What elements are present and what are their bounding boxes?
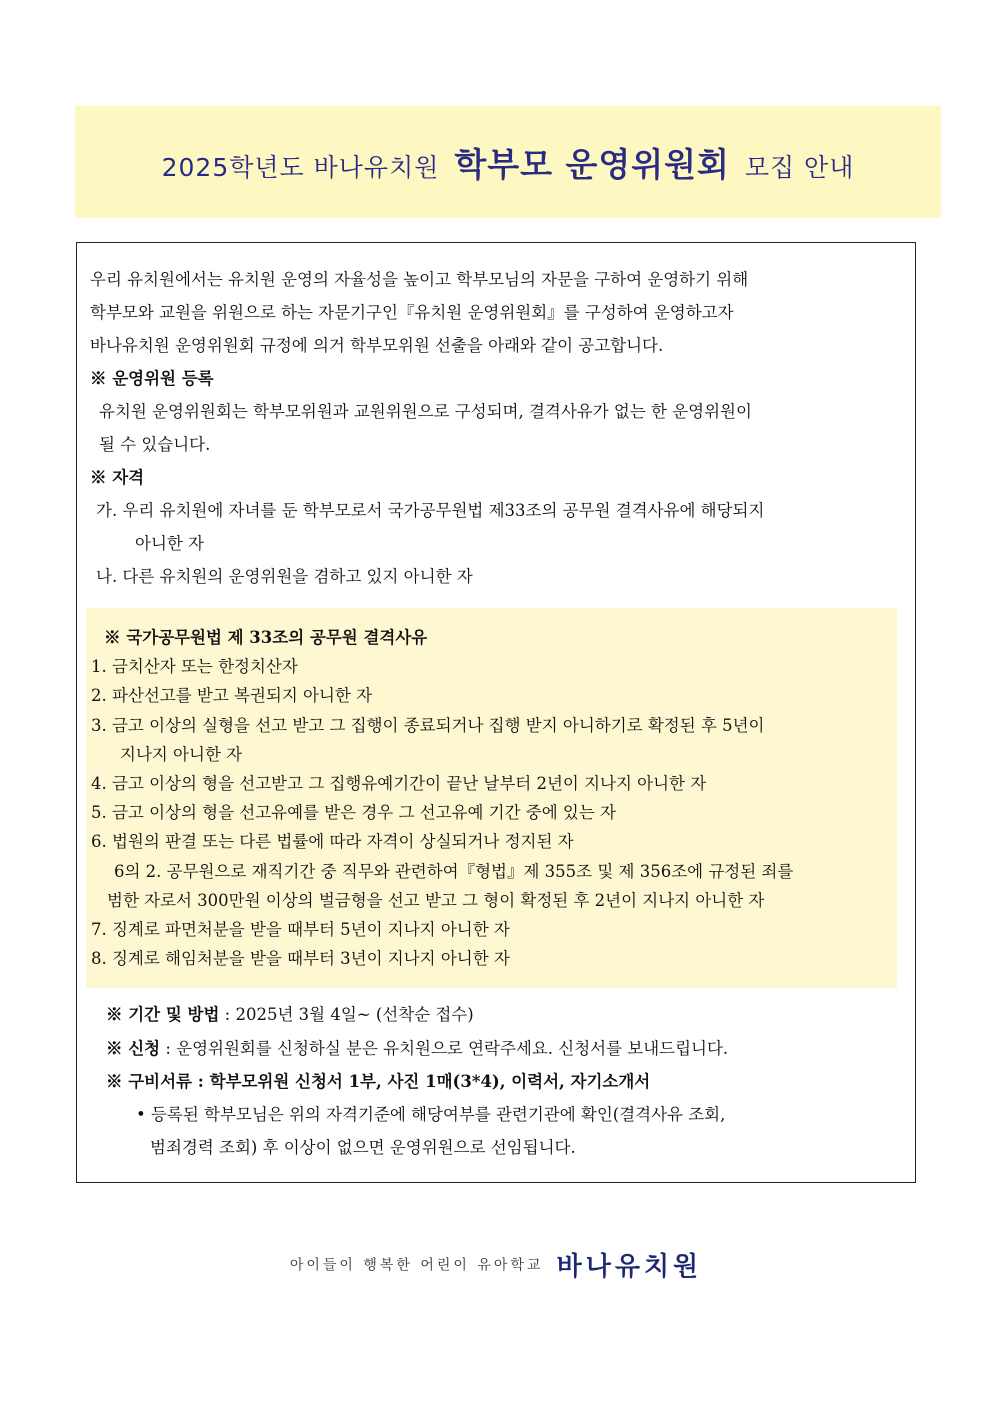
title-prefix: 2025학년도 바나유치원 (161, 152, 440, 182)
disqualification-item-6: 6. 법원의 판결 또는 다른 법률에 따라 자격이 상실되거나 정지된 자 (91, 832, 574, 851)
disqualification-item-6-2: 6의 2. 공무원으로 재직기간 중 직무와 관련하여『형법』제 355조 및 제 356조에 규정된 죄를 (114, 862, 794, 881)
disqualification-item-3-cont: 지나지 아니한 자 (120, 745, 243, 764)
qualification-item-na: 나. 다른 유치원의 운영위원을 겸하고 있지 아니한 자 (96, 567, 473, 586)
disqualification-item-3: 3. 금고 이상의 실형을 선고 받고 그 집행이 종료되거나 집행 받지 아니하기로 확정된 후 5년이 (91, 716, 765, 735)
qualification-item-ga: 가. 우리 유치원에 자녀를 둔 학부모로서 국가공무원법 제33조의 공무원 결격사유에 해당되지 (96, 501, 765, 520)
note-line-1: • 등록된 학부모님은 위의 자격기준에 해당여부를 관련기관에 확인(결격사유 조회, (136, 1105, 726, 1124)
period-line (106, 1004, 474, 1026)
title-suffix: 모집 안내 (744, 152, 855, 182)
registration-heading: ※ 운영위원 등록 (90, 369, 214, 388)
application-label: ※ 신청 (106, 1039, 161, 1058)
title-highlight: 학부모 운영위원회 (454, 144, 730, 184)
documents-line: ※ 구비서류 : 학부모위원 신청서 1부, 사진 1매(3*4), 이력서, 자기소개서 (106, 1072, 651, 1091)
note-line-2: 범죄경력 조회) 후 이상이 없으면 운영위원으로 선임됩니다. (150, 1138, 576, 1157)
application-line (106, 1038, 728, 1060)
qualification-item-ga-cont: 아니한 자 (135, 534, 205, 553)
disqualification-item-5: 5. 금고 이상의 형을 선고유예를 받은 경우 그 선고유예 기간 중에 있는 자 (91, 803, 616, 822)
registration-line-2: 될 수 있습니다. (99, 435, 211, 454)
title-banner (75, 106, 941, 218)
disqualification-item-6-2-cont: 범한 자로서 300만원 이상의 벌금형을 선고 받고 그 형이 확정된 후 2년이 지나지 아니한 자 (107, 891, 765, 910)
disqualification-item-8: 8. 징계로 해임처분을 받을 때부터 3년이 지나지 아니한 자 (91, 949, 510, 968)
disqualification-item-7: 7. 징계로 파면처분을 받을 때부터 5년이 지나지 아니한 자 (91, 920, 510, 939)
disqualification-item-1: 1. 금치산자 또는 한정치산자 (91, 657, 298, 676)
application-value: : 운영위원회를 신청하실 분은 유치원으로 연락주세요. 신청서를 보내드립니다. (160, 1039, 729, 1058)
intro-line-2: 학부모와 교원을 위원으로 하는 자문기구인『유치원 운영위원회』를 구성하여 운영하고자 (90, 303, 734, 322)
footer-slogan: 아이들이 행복한 어린이 유아학교 (289, 1257, 544, 1274)
intro-line-3: 바나유치원 운영위원회 규정에 의거 학부모위원 선출을 아래와 같이 공고합니다. (90, 336, 664, 355)
period-label: ※ 기간 및 방법 (106, 1005, 220, 1024)
disqualification-item-2: 2. 파산선고를 받고 복권되지 아니한 자 (91, 686, 373, 705)
footer (0, 1246, 992, 1283)
kindergarten-logo: 바나유치원 (556, 1252, 703, 1282)
qualification-heading: ※ 자격 (90, 468, 145, 487)
registration-line-1: 유치원 운영위원회는 학부모위원과 교원위원으로 구성되며, 결격사유가 없는 한 운영위원이 (99, 402, 752, 421)
intro-line-1: 우리 유치원에서는 유치원 운영의 자율성을 높이고 학부모님의 자문을 구하여 운영하기 위해 (90, 270, 749, 289)
disqualification-item-4: 4. 금고 이상의 형을 선고받고 그 집행유예기간이 끝난 날부터 2년이 지나지 아니한 자 (91, 774, 707, 793)
disqualification-heading: ※ 국가공무원법 제 33조의 공무원 결격사유 (104, 628, 428, 647)
period-value: : 2025년 3월 4일~ (선착순 접수) (219, 1005, 474, 1024)
page-title (162, 139, 855, 186)
